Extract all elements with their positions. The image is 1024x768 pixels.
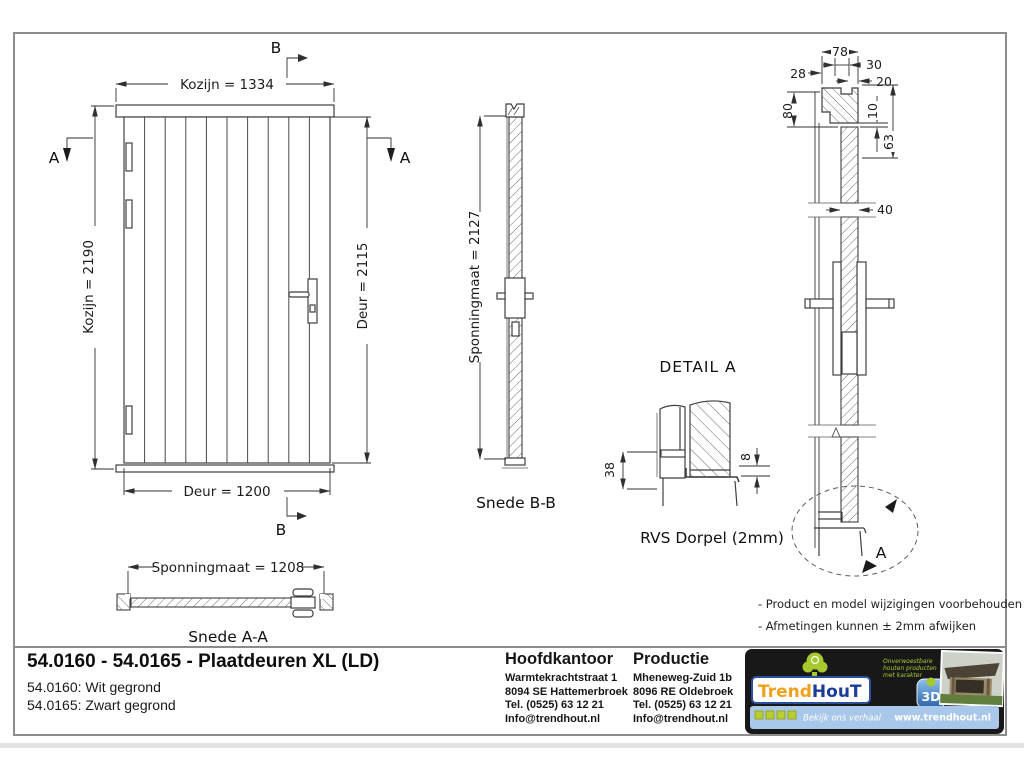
hoofdkantoor-block [505, 650, 628, 726]
side-handle-right [866, 299, 894, 308]
detail-jamb [660, 405, 685, 478]
bb-lock [505, 278, 525, 318]
hoofdkantoor-heading: Hoofdkantoor [505, 650, 614, 668]
website-url: www.trendhout.nl [894, 712, 991, 724]
svg-text:met karakter: met karakter [883, 672, 923, 679]
side-dim-28: 28 [790, 66, 806, 81]
hoofdkantoor-line: 8094 SE Hattemerbroek [505, 685, 628, 698]
dim-kozijn-height: Kozijn = 2190 [81, 240, 97, 334]
side-dim-30: 30 [866, 57, 882, 72]
side-head [822, 88, 858, 123]
side-dim-78: 78 [832, 44, 848, 59]
side-dim-80: 80 [780, 103, 795, 119]
note-1: - Product en model wijzigingen voorbehouden [758, 597, 1022, 611]
door-sill [116, 465, 334, 472]
side-dim-20: 20 [876, 74, 892, 89]
brand-wordmark [758, 682, 862, 702]
section-marker-a-left: A [48, 149, 60, 167]
section-bb [467, 104, 556, 512]
brand-hout: HouT [811, 682, 862, 702]
productie-line: Mheneweg-Zuid 1b [633, 672, 732, 684]
bb-cap [506, 104, 524, 117]
note-2: - Afmetingen kunnen ± 2mm afwijken [758, 619, 977, 633]
side-dim-10: 10 [865, 103, 880, 119]
label-snede-bb: Snede B-B [476, 494, 556, 512]
section-marker-b-bottom: B [275, 521, 287, 539]
dim-door-height: Deur = 2115 [355, 242, 371, 330]
gazebo-photo [940, 651, 1004, 706]
detail-dim-8: 8 [738, 453, 753, 461]
section-marker-a-right: A [399, 149, 411, 167]
kozijn-head [116, 105, 334, 117]
dim-door-width: Deur = 1200 [183, 484, 271, 500]
dim-sponningmaat-height: Sponningmaat = 2127 [467, 210, 483, 364]
svg-text:houten producten: houten producten [883, 665, 937, 672]
detail-dim-38: 38 [602, 462, 617, 478]
dim-kozijn-width: Kozijn = 1334 [180, 77, 274, 93]
section-marker-b-top: B [270, 39, 282, 57]
brand-trend: Trend [758, 682, 812, 702]
label-snede-aa: Snede A-A [188, 628, 268, 646]
front-view [49, 39, 411, 539]
lock-block-aa [291, 597, 315, 608]
logo-slogan [883, 658, 937, 679]
variant-zwart: 54.0165: Zwart gegrond [27, 697, 176, 713]
sheet-title: 54.0160 - 54.0165 - Plaatdeuren XL (LD) [27, 651, 380, 672]
detail-a-title: DETAIL A [659, 358, 737, 376]
side-dim-40: 40 [877, 202, 893, 217]
trendhout-logo-banner [745, 649, 1004, 734]
hoofdkantoor-email: Info@trendhout.nl [505, 712, 601, 725]
svg-text:Onverwoestbare: Onverwoestbare [883, 658, 933, 665]
dim-sponningmaat-width: Sponningmaat = 1208 [151, 560, 305, 576]
strip-slogan: Bekijk ons verhaal [803, 713, 881, 724]
bottom-grey-strip [0, 743, 1024, 748]
side-section [780, 44, 918, 576]
detail-door-slab [690, 401, 730, 477]
productie-email: Info@trendhout.nl [633, 712, 729, 725]
hoofdkantoor-line: Tel. (0525) 63 12 21 [505, 699, 604, 711]
side-handle-left [805, 299, 833, 308]
side-slab-2 [841, 217, 858, 425]
side-slab-3 [841, 437, 858, 522]
bb-sill [505, 458, 525, 465]
productie-heading: Productie [633, 650, 710, 668]
door-slab-aa [131, 598, 293, 607]
side-slab-1 [841, 127, 858, 203]
hoofdkantoor-line: Warmtekrachtstraat 1 [505, 672, 618, 684]
productie-block [633, 650, 733, 726]
side-dim-63: 63 [881, 134, 896, 150]
variant-wit: 54.0160: Wit gegrond [27, 679, 161, 695]
banner-strip [750, 706, 999, 729]
detail-a [602, 358, 784, 547]
detail-ref-a: A [875, 544, 887, 562]
productie-line: Tel. (0525) 63 12 21 [633, 699, 732, 711]
section-aa [117, 559, 333, 646]
svg-text:3D: 3D [921, 689, 941, 704]
detail-a-label: RVS Dorpel (2mm) [640, 529, 784, 547]
productie-line: 8096 RE Oldebroek [633, 685, 734, 698]
